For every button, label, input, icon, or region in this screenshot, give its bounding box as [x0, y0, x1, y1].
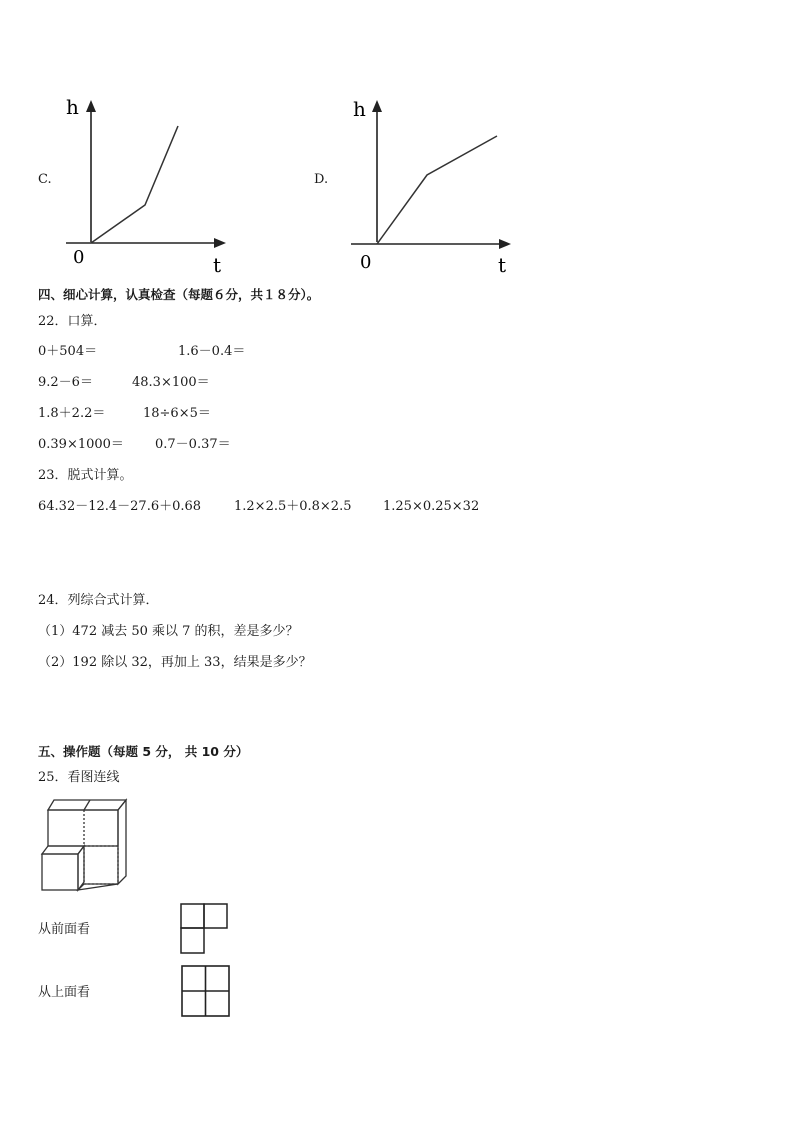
axis-label-t: t — [498, 253, 507, 277]
q22-item-1a: 0＋504＝ — [38, 344, 98, 359]
q24-title: 24．列综合式计算． — [38, 593, 159, 608]
cube-figure — [38, 796, 133, 894]
q22-title: 22．口算． — [38, 314, 107, 329]
section4-title: 四、细心计算，认真检查（每题６分，共１８分）。 — [38, 287, 320, 302]
q24-item-1: （1）472 减去 50 乘以 7 的积，差是多少？ — [38, 624, 299, 639]
y-axis-arrow — [372, 100, 382, 112]
axis-label-h: h — [353, 97, 366, 121]
view-front-diagram — [180, 903, 230, 955]
q22-item-1b: 1.6－0.4＝ — [178, 344, 246, 359]
q24-item-2: （2）192 除以 32，再加上 33，结果是多少？ — [38, 655, 312, 670]
q22-item-3b: 18÷6×5＝ — [143, 406, 211, 421]
option-d-label: D. — [314, 172, 329, 187]
axis-label-h: h — [66, 95, 79, 119]
view-top-diagram — [180, 964, 232, 1018]
q23-item-2: 1.2×2.5＋0.8×2.5 — [234, 499, 352, 514]
origin-label: 0 — [73, 247, 85, 268]
graph-line — [377, 136, 497, 244]
option-c-label: C. — [38, 172, 52, 187]
axis-label-t: t — [213, 253, 222, 277]
q25-title: 25．看图连线 — [38, 770, 120, 785]
section5-title: 五、操作题（每题 5 分， 共 10 分） — [38, 744, 249, 759]
y-axis-arrow — [86, 100, 96, 112]
view-front-label: 从前面看 — [38, 922, 91, 937]
q23-item-1: 64.32－12.4－27.6＋0.68 — [38, 499, 202, 514]
q23-item-3: 1.25×0.25×32 — [383, 499, 480, 514]
q22-item-2b: 48.3×100＝ — [132, 375, 210, 390]
origin-label: 0 — [360, 252, 372, 273]
q23-title: 23．脱式计算。 — [38, 468, 133, 483]
option-c-graph — [60, 92, 240, 277]
graph-line — [91, 126, 178, 243]
view-top-label: 从上面看 — [38, 985, 91, 1000]
x-axis-arrow — [499, 239, 511, 249]
q22-item-4b: 0.7－0.37＝ — [155, 437, 231, 452]
q22-item-4a: 0.39×1000＝ — [38, 437, 124, 452]
q22-item-2a: 9.2－6＝ — [38, 375, 93, 390]
x-axis-arrow — [214, 238, 226, 248]
q22-item-3a: 1.8＋2.2＝ — [38, 406, 106, 421]
option-d-graph — [345, 92, 525, 277]
